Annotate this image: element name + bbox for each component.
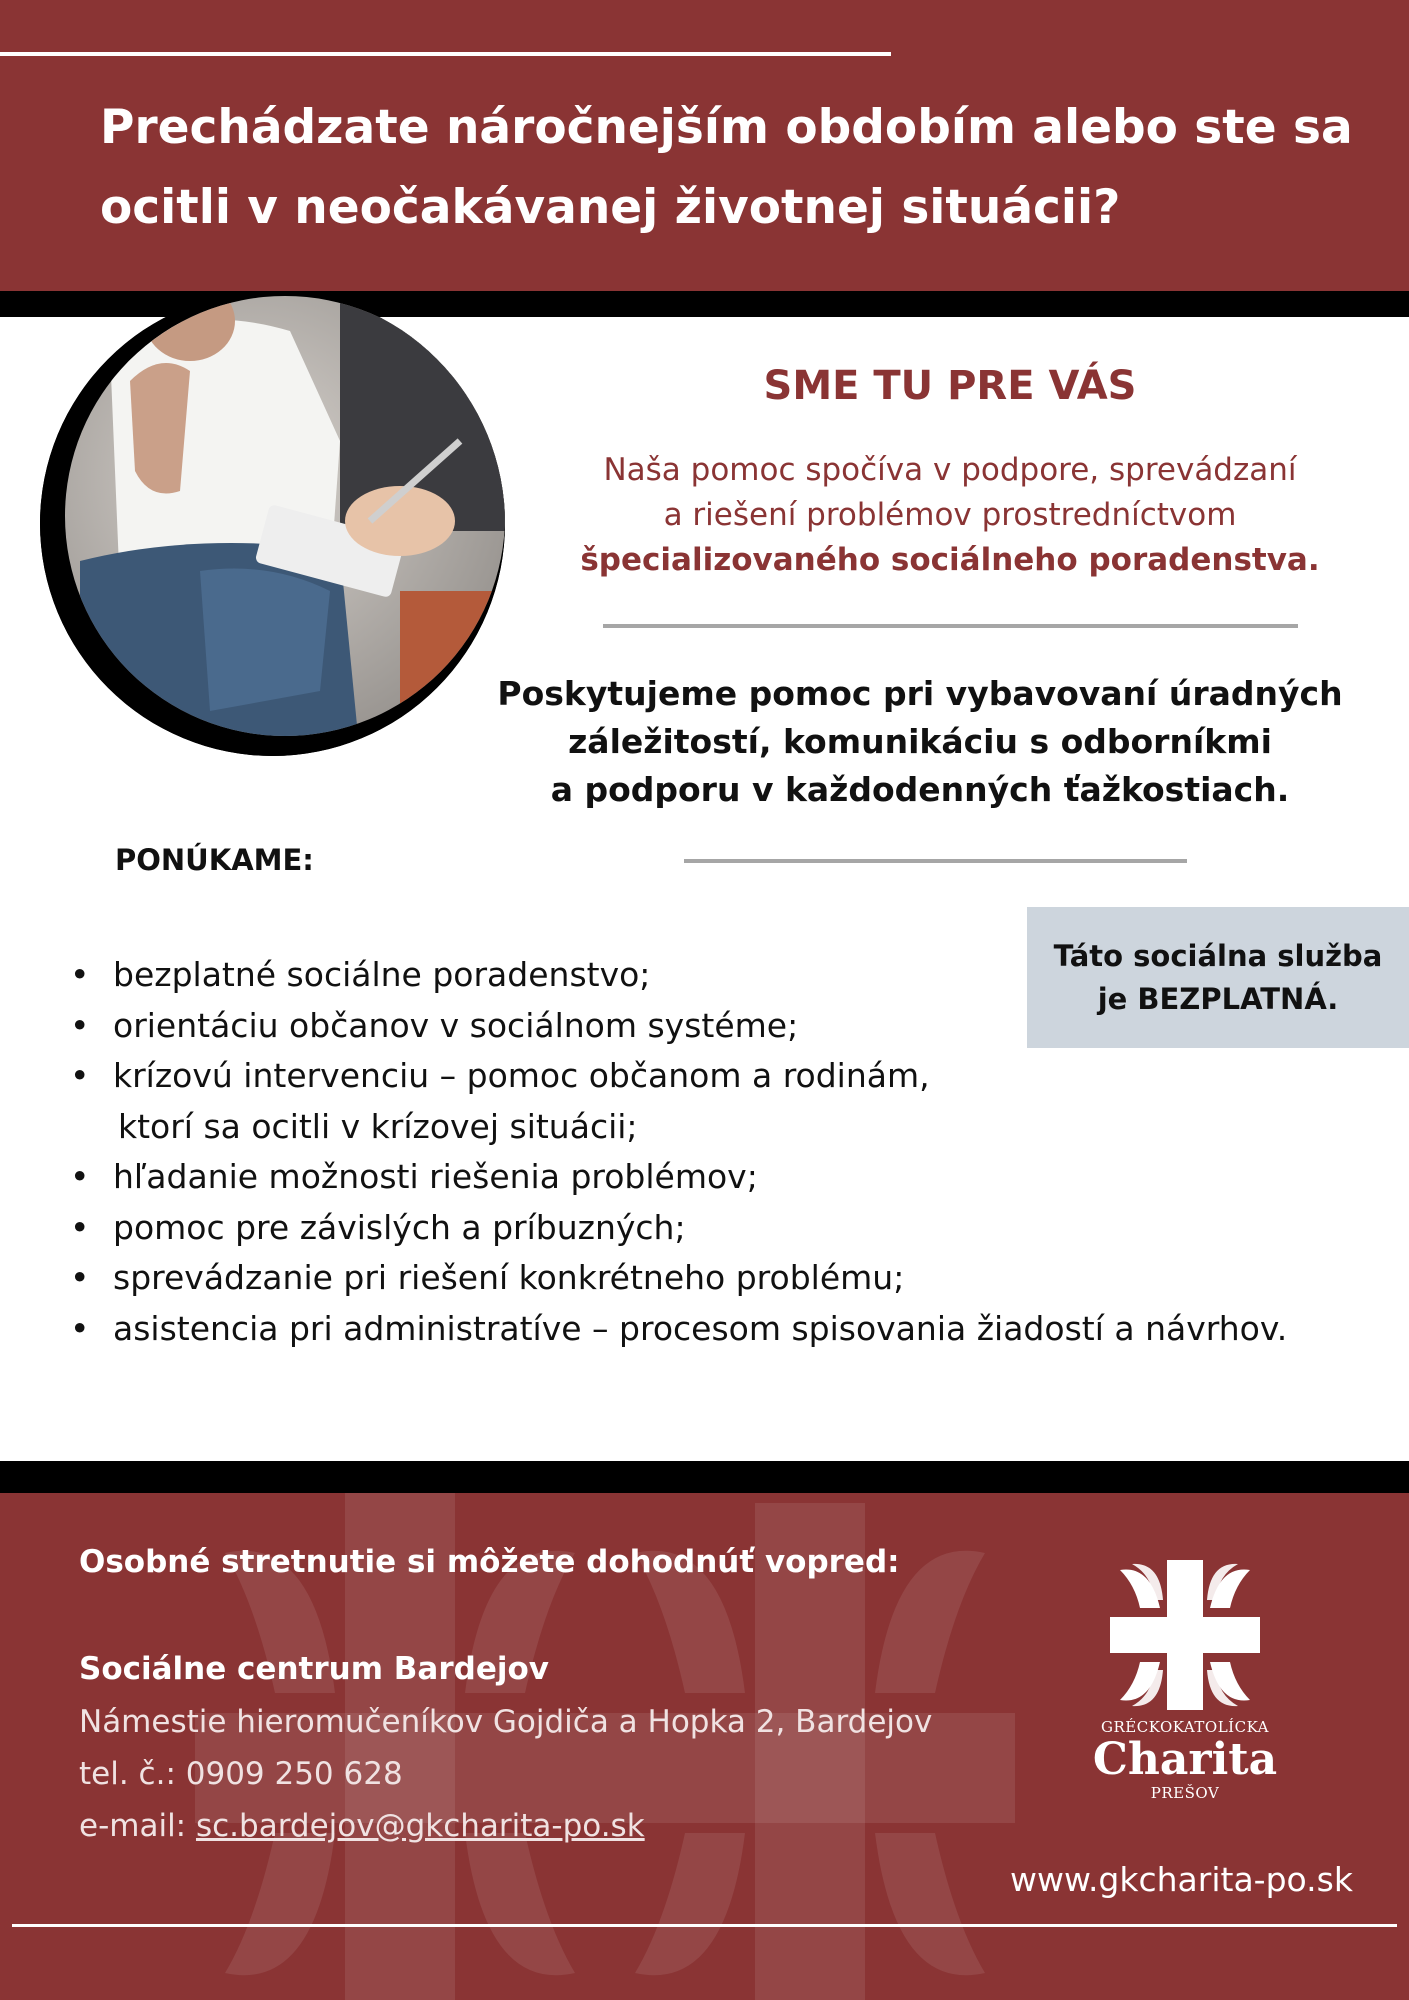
provide-text: [470, 670, 1370, 814]
list-item-continuation: ktorí sa ocitli v krízovej situácii;: [118, 1106, 638, 1146]
list-item: • bezplatné sociálne poradenstvo;: [70, 950, 1390, 1001]
offer-list: [70, 950, 1390, 1354]
provide-line: záležitostí, komunikáciu s odborníkmi: [568, 722, 1272, 761]
free-note-line: je BEZPLATNÁ.: [1097, 982, 1339, 1016]
provide-line: a podporu v každodenných ťažkostiach.: [550, 770, 1290, 809]
intro-line: a riešení problémov prostredníctvom: [663, 497, 1237, 533]
email-row: [79, 1808, 645, 1844]
appointment-note: Osobné stretnutie si môžete dohodnúť vopred:: [79, 1544, 900, 1580]
intro-highlight: špecializovaného sociálneho poradenstva.: [580, 542, 1320, 578]
list-item: • asistencia pri administratíve – procesom spisovania žiadostí a návrhov.: [70, 1304, 1390, 1355]
divider: [684, 859, 1187, 863]
provide-line: Poskytujeme pomoc pri vybavovaní úradných: [497, 674, 1343, 713]
offer-heading: PONÚKAME:: [115, 843, 314, 877]
list-item: • krízovú intervenciu – pomoc občanom a rodinám,: [70, 1051, 1390, 1102]
counseling-photo: [40, 291, 505, 756]
footer-black-band: [0, 1461, 1409, 1493]
header-rule: [0, 52, 891, 56]
logo-text-top: GRÉCKOKATOLÍCKA: [1100, 1718, 1269, 1736]
footer-rule: [12, 1924, 1397, 1927]
list-item: • orientáciu občanov v sociálnom systéme;: [70, 1001, 1390, 1052]
list-item: • hľadanie možnosti riešenia problémov;: [70, 1152, 1390, 1203]
intro-line: Naša pomoc spočíva v podpore, sprevádzaní: [603, 452, 1297, 488]
charita-cross-icon: [1110, 1560, 1260, 1710]
divider: [603, 624, 1298, 628]
list-item: • sprevádzanie pri riešení konkrétneho problému;: [70, 1253, 1390, 1304]
page-title: Prechádzate náročnejším obdobím alebo ste sa ocitli v neočakávanej životnej situácii?: [100, 100, 1353, 235]
section-heading: SME TU PRE VÁS: [763, 363, 1137, 409]
charita-logo: [1090, 1560, 1280, 1802]
logo-text-main: Charita: [1092, 1734, 1278, 1785]
website-link[interactable]: www.gkcharita-po.sk: [1010, 1860, 1353, 1899]
logo-text-bottom: PREŠOV: [1150, 1784, 1220, 1802]
address: Námestie hieromučeníkov Gojdiča a Hopka 2, Bardejov: [79, 1704, 933, 1740]
list-item: • pomoc pre závislých a príbuzných;: [70, 1203, 1390, 1254]
email-link[interactable]: sc.bardejov@gkcharita-po.sk: [195, 1808, 645, 1844]
intro-text: [540, 448, 1360, 583]
center-name: Sociálne centrum Bardejov: [79, 1651, 549, 1687]
free-note-line: Táto sociálna služba: [1053, 939, 1383, 973]
email-label: e-mail:: [79, 1808, 196, 1844]
phone: tel. č.: 0909 250 628: [79, 1756, 403, 1792]
